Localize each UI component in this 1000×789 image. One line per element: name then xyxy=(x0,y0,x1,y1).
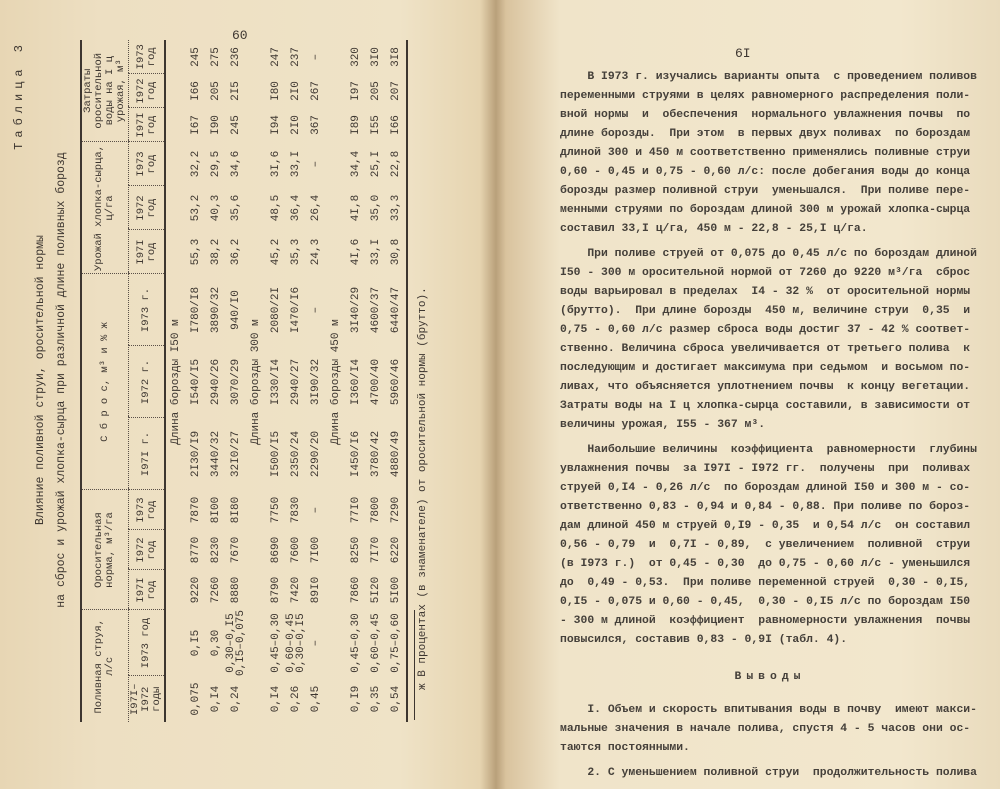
header-irrigation-norm: Оросительная норма, м³/га xyxy=(81,490,129,610)
section-label: Длина борозды I50 м xyxy=(170,319,182,445)
table-cell: 0,I5 xyxy=(190,629,202,657)
table-cell: 236 xyxy=(230,47,242,67)
header-water-cost: Затраты оросительной воды на I ц урожая, м³ xyxy=(81,40,129,142)
table-cell: 2080/2I xyxy=(270,286,282,334)
header-stream: Поливная струя, л/с xyxy=(81,610,129,722)
sub-header: I97I год xyxy=(129,108,166,142)
table-cell: – xyxy=(310,53,322,61)
table-cell: 0,60–0,45 0,30–0,I5 xyxy=(285,613,307,673)
sub-header: I97I год xyxy=(129,230,166,274)
section-row xyxy=(326,40,346,722)
table-cell: 34,6 xyxy=(230,150,242,178)
table-cell: I94 xyxy=(270,115,282,135)
sub-header: I973 год xyxy=(129,142,166,186)
sub-header: I97I г. xyxy=(129,418,166,490)
table-cell: 0,45–0,30 xyxy=(350,613,362,673)
table-row xyxy=(186,40,206,722)
table-row xyxy=(386,40,407,722)
header-yield: Урожай хлопка-сырца, ц/га xyxy=(81,142,129,274)
table-cell: 4700/40 xyxy=(370,358,382,406)
right-page-text xyxy=(560,68,980,789)
table-cell: I66 xyxy=(386,108,407,142)
table-cell: 4880/49 xyxy=(386,418,407,490)
table-cell: 7860 xyxy=(350,576,362,604)
table-cell: 7750 xyxy=(270,496,282,524)
table-cell: 4I,6 xyxy=(350,238,362,266)
table-cell: 6220 xyxy=(386,530,407,570)
table-cell: 0,26 xyxy=(290,685,302,713)
table-cell: I66 xyxy=(190,81,202,101)
table-cell: I67 xyxy=(190,115,202,135)
table-cell: 26,4 xyxy=(310,194,322,222)
table-cell: 8230 xyxy=(210,536,222,564)
table-cell: 6440/47 xyxy=(386,274,407,346)
table-cell: 8790 xyxy=(270,576,282,604)
table-cell: 237 xyxy=(290,47,302,67)
table-cell: 45,2 xyxy=(270,238,282,266)
table-cell: 3I40/29 xyxy=(350,286,362,334)
table-cell: 7420 xyxy=(290,576,302,604)
table-cell: 3I,6 xyxy=(270,150,282,178)
table-cell: 0,54 xyxy=(386,676,407,722)
table-cell: 940/I0 xyxy=(230,290,242,330)
table-caption: Таблица 3 xyxy=(12,40,26,150)
table-cell: 48,5 xyxy=(270,194,282,222)
table-cell: 3890/32 xyxy=(210,286,222,334)
table-cell: 0,45 xyxy=(310,685,322,713)
table-cell: 247 xyxy=(270,47,282,67)
table-cell: 2290/20 xyxy=(310,430,322,478)
table-cell: 22,8 xyxy=(386,142,407,186)
table-cell: 8I80 xyxy=(230,496,242,524)
data-table xyxy=(80,40,408,722)
table-cell: 0,I4 xyxy=(210,685,222,713)
table-cell: I80 xyxy=(270,81,282,101)
table-row xyxy=(306,40,326,722)
section-label: Длина борозды 450 м xyxy=(330,319,342,445)
table-cell: 35,6 xyxy=(230,194,242,222)
table-cell: 2350/24 xyxy=(290,430,302,478)
table-cell: – xyxy=(310,506,322,514)
table-cell: I500/I5 xyxy=(270,430,282,478)
table-cell: 3780/42 xyxy=(370,430,382,478)
table-cell: 8250 xyxy=(350,536,362,564)
page-number-right: 6I xyxy=(735,46,751,61)
table-cell: 2940/27 xyxy=(290,358,302,406)
table-cell: 4I,8 xyxy=(350,194,362,222)
table-cell: 3440/32 xyxy=(210,430,222,478)
table-cell: 0,30–0,I5 0,I5–0,075 xyxy=(225,609,247,676)
table-cell: 8880 xyxy=(230,576,242,604)
table-cell: 205 xyxy=(370,81,382,101)
table-cell: 0,24 xyxy=(230,685,242,713)
table-cell: 2I0 xyxy=(290,81,302,101)
table-cell: 36,4 xyxy=(290,194,302,222)
page-number-left: 60 xyxy=(232,28,248,43)
table-cell: 40,3 xyxy=(210,194,222,222)
sub-header: I973 год xyxy=(129,490,166,530)
table-cell: 0,75–0,60 xyxy=(386,610,407,676)
table-cell: 7600 xyxy=(290,536,302,564)
table-cell: 5I00 xyxy=(386,570,407,610)
table-cell: 8I00 xyxy=(210,496,222,524)
rotated-table-block xyxy=(12,30,452,730)
paragraph-3: Наибольшие величины коэффициента равномерности глубины увлажнения почвы за I97I - I972 гг. получены при поливах струей 0,I4 - 0,26 л/с по бороздам длиной I50 и 300 м - со- ответственно 0,83 - 0,94 и 0,84 - 0,88. При поливе по борoз- дам длиной 450 м струей 0,I9 - 0,35 и 0,54 л/с он составил 0,56 - 0,79 и 0,7I - 0,89, с увеличением поливной струи (в I973 г.) от 0,45 - 0,30 до 0,75 - 0,60 л/с - уменьшился до 0,49 - 0,53. При поливе переменной струей 0,30 - 0,I5, 0,I5 - 0,075 и 0,60 - 0,45, 0,30 - 0,I5 л/с по бороздам I50 - 300 м длиной коэффициент равномерности увлажнения почвы повысился, составив 0,83 - 0,9I (табл. 4). xyxy=(560,444,977,646)
table-cell: 55,3 xyxy=(190,238,202,266)
table-cell: 2I0 xyxy=(290,115,302,135)
table-cell: 275 xyxy=(210,47,222,67)
table-cell: 7870 xyxy=(190,496,202,524)
conclusion-1: I. Объем и скорость впитывания воды в почву имеют макси- мальные значения в начале полива, спустя 4 - 5 часов они ос- таются постоянными. xyxy=(560,704,977,754)
table-cell: 32I0/27 xyxy=(230,430,242,478)
table-cell: 7290 xyxy=(386,490,407,530)
table-row xyxy=(346,40,366,722)
table-cell: 0,I9 xyxy=(350,685,362,713)
table-cell: I90 xyxy=(210,115,222,135)
table-cell: 7800 xyxy=(370,496,382,524)
table-row xyxy=(266,40,286,722)
table-cell: 7I00 xyxy=(310,536,322,564)
table-cell: 8690 xyxy=(270,536,282,564)
table-cell: 34,4 xyxy=(350,150,362,178)
table-cell: 367 xyxy=(310,115,322,135)
table-cell: I470/I6 xyxy=(290,286,302,334)
table-cell: 205 xyxy=(210,81,222,101)
table-cell: 9220 xyxy=(190,576,202,604)
table-title-line-2: на сброс и урожай хлопка-сырца при различной длине поливных борозд xyxy=(55,152,68,608)
table-cell: 33,I xyxy=(290,150,302,178)
sub-header: I973 год xyxy=(129,40,166,74)
table-cell: 8770 xyxy=(190,536,202,564)
header-discharge: С б р о с, м³ и % ж xyxy=(81,274,129,490)
section-row xyxy=(246,40,266,722)
sub-header: I972 г. xyxy=(129,346,166,418)
table-cell: 4600/37 xyxy=(370,286,382,334)
table-cell: I89 xyxy=(350,115,362,135)
table-cell: – xyxy=(310,639,322,647)
table-cell: 3I90/32 xyxy=(310,358,322,406)
sub-header: I972 год xyxy=(129,530,166,570)
table-row xyxy=(206,40,226,722)
sub-header: I973 г. xyxy=(129,274,166,346)
table-cell: 3I8 xyxy=(386,40,407,74)
table-row xyxy=(226,40,246,722)
table-cell: 320 xyxy=(350,47,362,67)
table-row xyxy=(286,40,306,722)
table-cell: 7260 xyxy=(210,576,222,604)
table-cell: 5960/46 xyxy=(386,346,407,418)
table-cell: 25,I xyxy=(370,150,382,178)
conclusions-heading: Выводы xyxy=(734,671,806,683)
table-cell: 245 xyxy=(190,47,202,67)
sub-header: I973 год xyxy=(129,610,166,676)
table-cell: I55 xyxy=(370,115,382,135)
table-title-line-1: Влияние поливной струи, оросительной нормы xyxy=(34,235,47,525)
table-cell: 35,3 xyxy=(290,238,302,266)
table-cell: 24,3 xyxy=(310,238,322,266)
sub-header: I972 год xyxy=(129,186,166,230)
table-cell: 3I0 xyxy=(370,47,382,67)
table-cell: I450/I6 xyxy=(350,430,362,478)
table-cell: I330/I4 xyxy=(270,358,282,406)
footnote-text: ж В процентах (в знаменателе) от оросительной нормы (брутто). xyxy=(417,287,429,690)
table-cell: 53,2 xyxy=(190,194,202,222)
section-label: Длина борозды 300 м xyxy=(250,319,262,445)
sub-header: I97I год xyxy=(129,570,166,610)
table-cell: 33,I xyxy=(370,238,382,266)
table-cell: 5I20 xyxy=(370,576,382,604)
sub-header: I972 год xyxy=(129,74,166,108)
table-cell: 7670 xyxy=(230,536,242,564)
table-cell: 7I70 xyxy=(370,536,382,564)
table-cell: 7830 xyxy=(290,496,302,524)
sub-header: I97I– I972 годы xyxy=(129,676,166,722)
table-cell: 3070/29 xyxy=(230,358,242,406)
table-cell: 0,35 xyxy=(370,685,382,713)
table-cell: 2I5 xyxy=(230,81,242,101)
table-row xyxy=(366,40,386,722)
table-cell: 0,I4 xyxy=(270,685,282,713)
table-cell: 89I0 xyxy=(310,576,322,604)
section-row xyxy=(165,40,186,722)
table-cell: 0,075 xyxy=(190,682,202,716)
table-cell: I97 xyxy=(350,81,362,101)
table-cell: I540/I5 xyxy=(190,358,202,406)
table-cell: 2I30/I9 xyxy=(190,430,202,478)
table-cell: I360/I4 xyxy=(350,358,362,406)
table-cell: – xyxy=(310,306,322,314)
table-cell: 36,2 xyxy=(230,238,242,266)
table-cell: 245 xyxy=(230,115,242,135)
paragraph-1: В I973 г. изучались варианты опыта с проведением поливов переменными струями в целях равномерного распределения поли- вной нормы и обеспечения нормального увлажнения почвы по длине борозды. При этом в первых двух поливах по бороздам длиной 300 и 450 м соответственно применялись поливные струи 0,60 - 0,45 и 0,75 - 0,60 л/с: после добегания воды до конца борозды размер поливной струи уменьшался. При поливе пере- менными струями по бороздам длиной 300 м урожай хлопка-сырца составил 33,I ц/га, 450 м - 22,8 - 25,I ц/га. xyxy=(560,71,977,235)
table-footnote xyxy=(414,30,429,690)
table-cell: 32,2 xyxy=(190,150,202,178)
table-cell: 33,3 xyxy=(386,186,407,230)
table-cell: 77I0 xyxy=(350,496,362,524)
table-cell: 267 xyxy=(310,81,322,101)
table-cell: – xyxy=(310,160,322,168)
table-cell: 0,60–0,45 xyxy=(370,613,382,673)
table-cell: 38,2 xyxy=(210,238,222,266)
table-cell: 35,0 xyxy=(370,194,382,222)
table-cell: 0,30 xyxy=(210,629,222,657)
table-cell: 2940/26 xyxy=(210,358,222,406)
table-cell: 29,5 xyxy=(210,150,222,178)
table-cell: 207 xyxy=(386,74,407,108)
table-cell: 0,45–0,30 xyxy=(270,613,282,673)
paragraph-2: При поливе струей от 0,075 до 0,45 л/с по бороздам длиной I50 - 300 м оросительной нормой от 7260 до 9220 м³/га сброс воды варьировал в пределах I4 - 32 % от оросительной нормы (брутто). При длине борозды 450 м, величине струи 0,35 и 0,75 - 0,60 л/с размер сброса воды достиг 37 - 42 % соответ- ственно. Величина сброса увеличивается от третьего полива к последующим и достигает максимума при седьмом и восьмом по- ливах, что объясняется уплотнением почвы к концу вегетации. Затраты воды на I ц хлопка-сырца составили, в зависимости от величины урожая, I55 - 367 м³. xyxy=(560,248,977,431)
table-cell: I780/I8 xyxy=(190,286,202,334)
table-cell: 30,8 xyxy=(386,230,407,274)
conclusion-2: 2. С уменьшением поливной струи продолжительность полива xyxy=(560,767,977,779)
